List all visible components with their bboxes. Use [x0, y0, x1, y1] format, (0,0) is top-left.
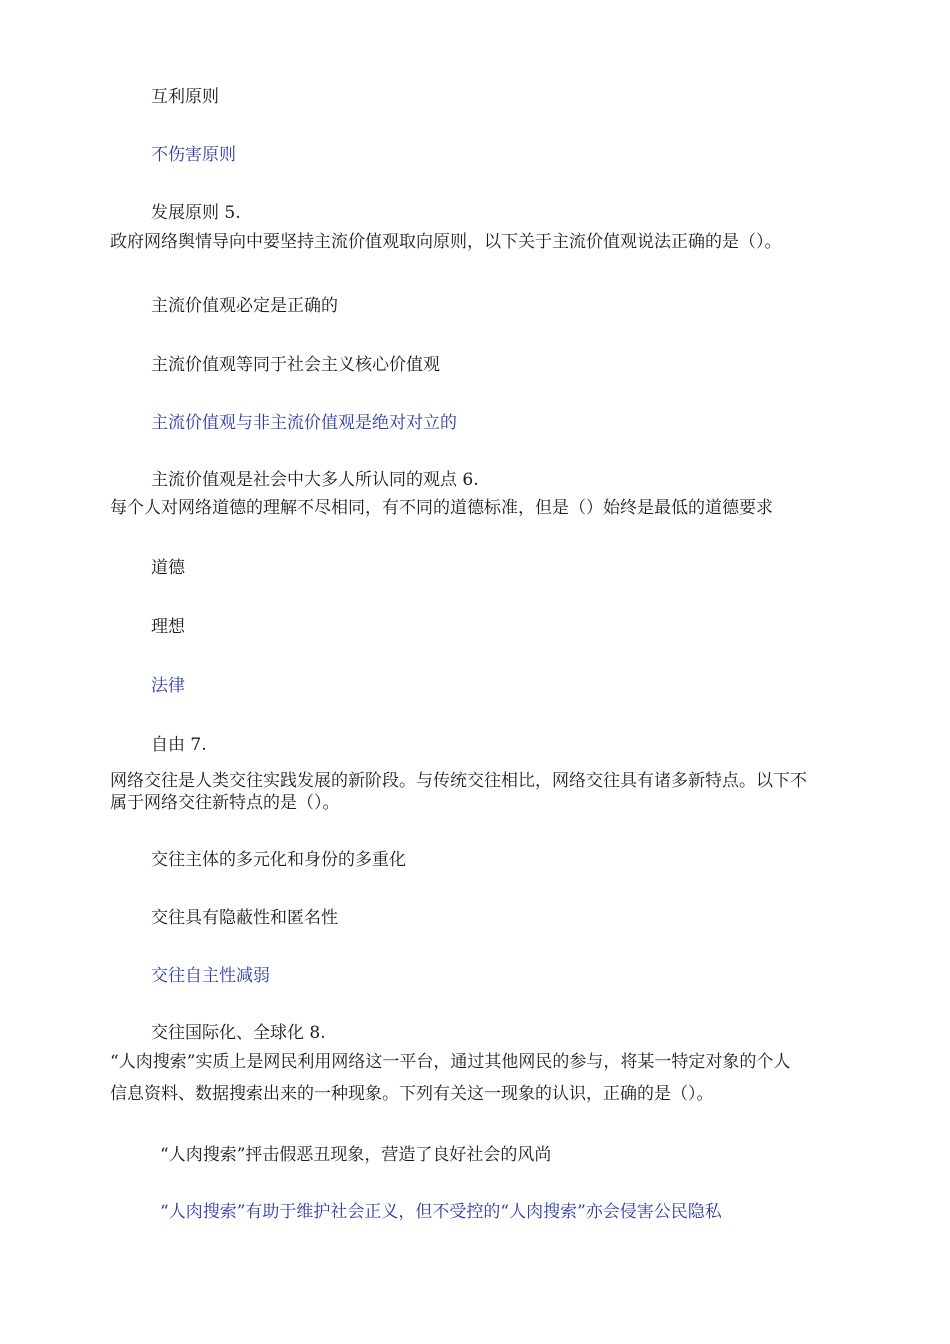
- q5-option-2: 主流价值观等同于社会主义核心价值观: [151, 355, 440, 375]
- q7-question-line2: 属于网络交往新特点的是（）。: [110, 793, 340, 813]
- q7-option-4: 交往国际化、全球化 8.: [151, 1023, 326, 1043]
- q5-option-4: 主流价值观是社会中大多人所认同的观点 6.: [151, 470, 479, 490]
- q7-question-line1: 网络交往是人类交往实践发展的新阶段。与传统交往相比，网络交往具有诸多新特点。以下不: [110, 771, 807, 791]
- q4-option-1: 互利原则: [151, 87, 219, 107]
- q8-question-line1: “人肉搜索”实质上是网民利用网络这一平台，通过其他网民的参与，将某一特定对象的个人: [110, 1052, 791, 1072]
- q5-option-3-correct: 主流价值观与非主流价值观是绝对对立的: [151, 413, 457, 433]
- q4-option-3: 发展原则 5.: [151, 203, 241, 223]
- q6-option-1: 道德: [151, 558, 185, 578]
- q6-option-4: 自由 7.: [151, 735, 207, 755]
- q5-option-1: 主流价值观必定是正确的: [151, 296, 338, 316]
- q5-question: 政府网络舆情导向中要坚持主流价值观取向原则，以下关于主流价值观说法正确的是（）。: [110, 232, 782, 252]
- q6-option-3-correct: 法律: [151, 676, 185, 696]
- q8-option-2-correct: “人肉搜索”有助于维护社会正义，但不受控的“人肉搜索”亦会侵害公民隐私: [160, 1202, 722, 1222]
- q7-option-3-correct: 交往自主性减弱: [151, 966, 270, 986]
- q7-option-2: 交往具有隐蔽性和匿名性: [151, 908, 338, 928]
- q4-option-2-correct: 不伤害原则: [151, 145, 236, 165]
- q8-question-line2: 信息资料、数据搜索出来的一种现象。下列有关这一现象的认识，正确的是（）。: [110, 1084, 714, 1104]
- q8-option-1: “人肉搜索”抨击假恶丑现象，营造了良好社会的风尚: [160, 1145, 552, 1165]
- q6-question: 每个人对网络道德的理解不尽相同，有不同的道德标准，但是（）始终是最低的道德要求: [110, 498, 773, 518]
- q6-option-2: 理想: [151, 617, 185, 637]
- q7-option-1: 交往主体的多元化和身份的多重化: [151, 850, 406, 870]
